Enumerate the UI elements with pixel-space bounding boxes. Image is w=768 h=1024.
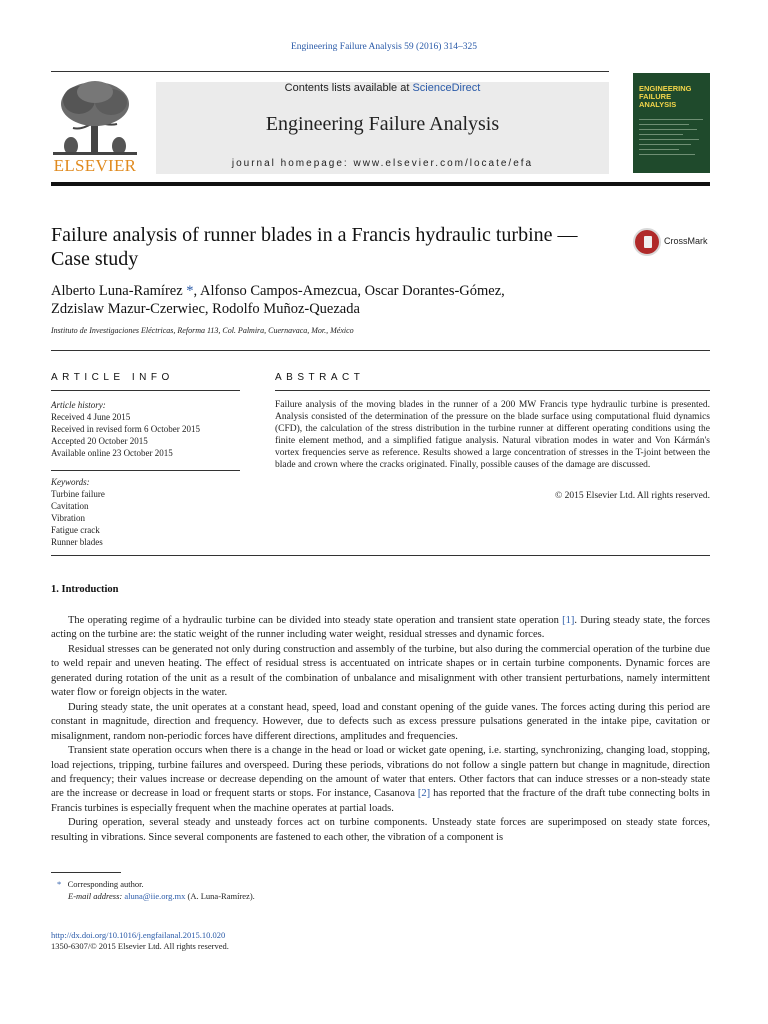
footnote-email <box>68 891 255 901</box>
paragraph: During operation, several steady and unsteady forces act on turbine components. Unsteady state forces are superimposed on steady state forces, resulting in vibrations. Since several components are fastened to each other, the vibration of a component is <box>51 817 710 843</box>
email-link[interactable]: aluna@iie.org.mx <box>124 891 186 901</box>
elsevier-wordmark: ELSEVIER <box>53 156 137 175</box>
keyword-item: Cavitation <box>51 501 89 511</box>
contents-prefix: Contents lists available at <box>284 82 413 94</box>
section-heading-introduction: 1. Introduction <box>51 584 119 595</box>
sciencedirect-link[interactable]: ScienceDirect <box>412 82 481 94</box>
abstract-text: Failure analysis of the moving blades in the runner of a 200 MW Francis type hydraulic turbine is presented. Analysis consisted of the determination of the pressure on the blade surface using computational fluid dynamics (CFD), the calculation of the stress distribution in the turbine runner at different operating conditions using the finite element method, and a simplified fatigue analysis. Natural vibration modes in water and Von Kármán's vortex frequencies serve as reference. Results showed a large concentration of stresses in the T-joint between the blade and crown where the cracks originated. Finally, possible causes of the damage are discussed. <box>275 400 710 470</box>
keyword-item: Fatigue crack <box>51 525 100 535</box>
cover-title: ENGINEERING FAILURE ANALYSIS <box>639 84 692 109</box>
history-item: Received 4 June 2015 <box>51 412 131 422</box>
crossmark-button[interactable] <box>633 228 713 256</box>
text-run: has reported that the fracture of the draft tube connecting bolts in Francis turbines is especially frequent when the machine operates at partial loads. <box>51 788 710 814</box>
abstract-bottom-rule <box>51 555 710 556</box>
journal-cover-image <box>633 73 710 173</box>
contents-line <box>156 82 609 94</box>
paragraph <box>51 614 710 643</box>
authors-line-1 <box>51 283 505 300</box>
abstract-rule <box>275 390 710 391</box>
footnote-text: Corresponding author. <box>67 879 144 889</box>
authors-rest: , Alfonso Campos-Amezcua, Oscar Dorantes-Gómez, <box>193 283 505 299</box>
journal-homepage[interactable]: journal homepage: www.elsevier.com/locate/efa <box>231 158 534 169</box>
text-run: Transient state operation occurs when there is a change in the head or load or wicket gate opening, i.e. starting, synchronizing, changing load, stopping, load rejections, tripping, turbine failures and overspeed. During these periods, vibrations do not follow a single pattern but change in magnitude, direction and frequency; their values increase or decrease depending on the amount of water that enters. Other factors that can induce stresses or a non-steady state are the increase or decrease in load or frequent starts or stops. For instance, Casanova <box>51 745 710 800</box>
body-text <box>51 614 710 845</box>
article-history <box>51 399 240 459</box>
footnote-rule <box>51 872 121 873</box>
paper-title: Failure analysis of runner blades in a Francis hydraulic turbine — Case study <box>51 224 578 270</box>
email-label: E-mail address: <box>68 891 123 901</box>
article-info-heading: ARTICLE INFO <box>51 372 174 383</box>
keyword-item: Vibration <box>51 513 85 523</box>
affiliation-rule <box>51 350 710 351</box>
history-item: Available online 23 October 2015 <box>51 448 173 458</box>
history-item: Received in revised form 6 October 2015 <box>51 424 200 434</box>
keywords-label: Keywords: <box>51 477 90 487</box>
elsevier-tree-icon <box>51 80 139 156</box>
history-item: Accepted 20 October 2015 <box>51 436 148 446</box>
header-bottom-rule <box>51 182 710 186</box>
doi-link[interactable]: http://dx.doi.org/10.1016/j.engfailanal.2015.10.020 <box>51 930 226 940</box>
affiliation: Instituto de Investigaciones Eléctricas, Reforma 113, Col. Palmira, Cuernavaca, Mor., México <box>51 326 354 335</box>
issn-copyright: 1350-6307/© 2015 Elsevier Ltd. All rights reserved. <box>51 941 229 951</box>
footnote-marker: * <box>57 879 62 889</box>
crossmark-icon <box>633 228 661 256</box>
paragraph <box>51 744 710 816</box>
journal-citation-link[interactable]: Engineering Failure Analysis 59 (2016) 314–325 <box>290 42 477 52</box>
citation-ref-link[interactable]: [1] <box>562 615 575 626</box>
email-owner: (A. Luna-Ramírez). <box>185 891 255 901</box>
keyword-item: Turbine failure <box>51 489 105 499</box>
journal-title: Engineering Failure Analysis <box>265 113 500 135</box>
text-run: . During steady state, the forces acting on the turbine are: the static weight of the runner including water weight, residual stresses and dynamic forces. <box>51 615 710 641</box>
abstract-heading: ABSTRACT <box>275 372 365 383</box>
journal-banner <box>156 82 609 174</box>
footnote-corresponding <box>57 879 144 889</box>
elsevier-logo <box>51 80 139 174</box>
header-top-rule <box>51 71 609 72</box>
paragraph: Residual stresses can be generated not only during construction and assembly of the turbine, but also during the commercial operation of the turbine due to weld repair and uneven heating. The effect of residual stress is accentuated on intricate shapes or in certain turbine components. Dynamic forces are generated during rotation of the unit as a result of the combination of unbalance and misalignment with other transient perturbations, namely intermittent water flow or foreign objects in the water. <box>51 643 710 699</box>
article-info-rule <box>51 390 240 391</box>
keywords-list <box>51 476 240 548</box>
corresponding-author-marker[interactable]: * <box>182 283 194 299</box>
keywords-rule <box>51 470 240 471</box>
keyword-item: Runner blades <box>51 537 103 547</box>
history-label: Article history: <box>51 400 106 410</box>
paragraph: During steady state, the unit operates at a constant head, speed, load and constant opening of the guide vanes. The forces acting during this period are constant in magnitude, direction and frequency. However, due to defects such as excess pressure pulsations generated in the intake pipe, cavitation or misalignment, random non-periodic forces have different directions, amplitudes and frequencies. <box>51 701 710 742</box>
author-corresponding: Alberto Luna-Ramírez <box>51 283 183 299</box>
text-run: The operating regime of a hydraulic turbine can be divided into steady state operation and transient state operation <box>68 615 563 626</box>
crossmark-label: CrossMark <box>664 236 708 246</box>
abstract-copyright: © 2015 Elsevier Ltd. All rights reserved. <box>555 491 710 501</box>
authors-line-2: Zdzislaw Mazur-Czerwiec, Rodolfo Muñoz-Quezada <box>51 301 360 317</box>
cover-decoration <box>639 119 703 159</box>
citation-ref-link[interactable]: [2] <box>417 788 431 800</box>
